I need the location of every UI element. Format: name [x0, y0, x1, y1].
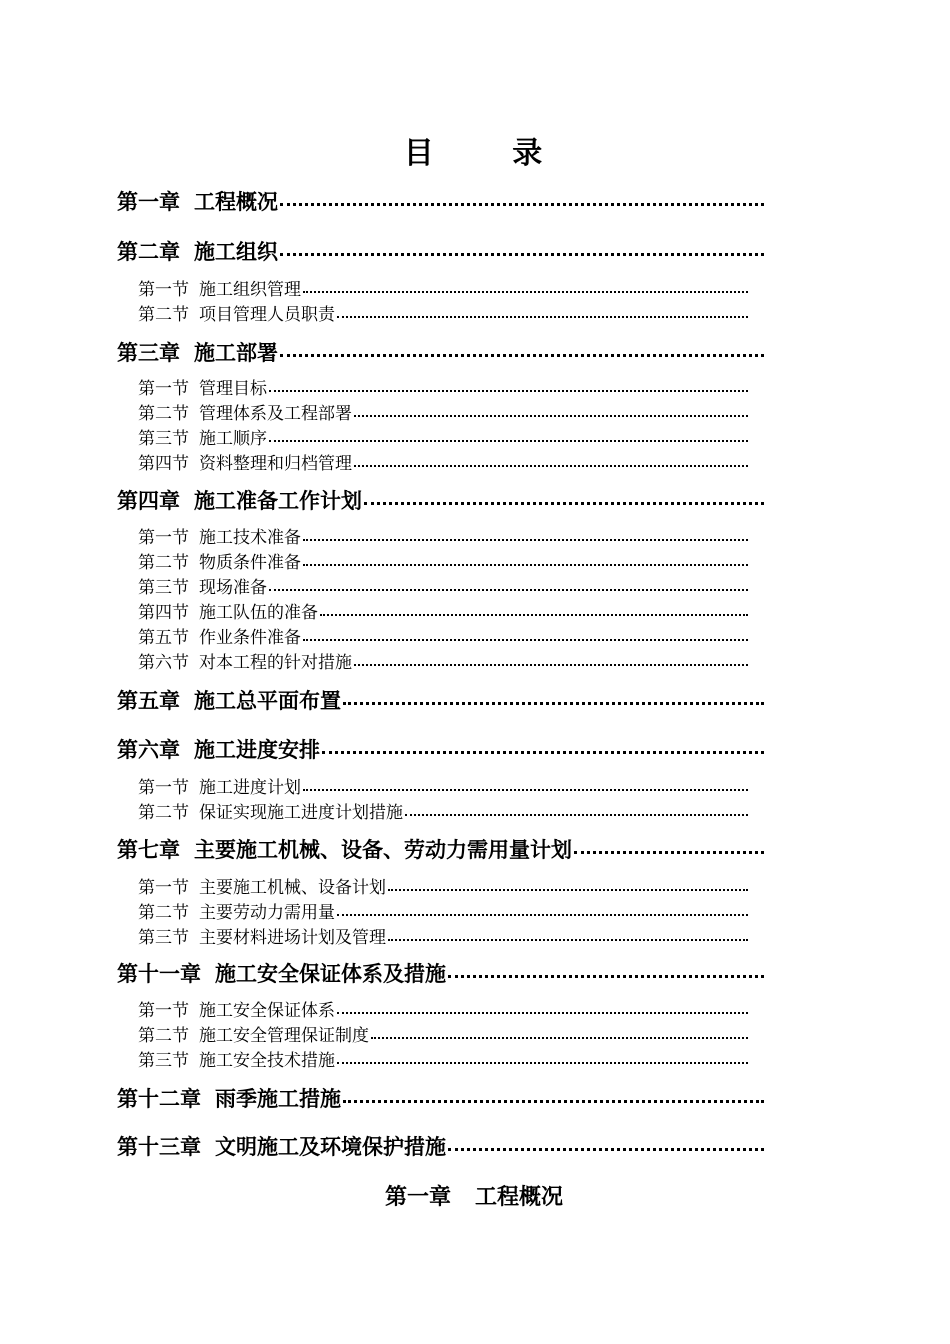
chapter-heading [385, 1180, 563, 1211]
toc-section-entry [138, 773, 748, 798]
toc-entry-title: 现场准备 [199, 578, 267, 598]
toc-entry-number: 第三节 [138, 1051, 189, 1071]
toc-entry-title: 主要施工机械、设备计划 [199, 878, 386, 898]
toc-entry-title: 管理目标 [199, 379, 267, 399]
toc-entry-label [117, 685, 341, 715]
toc-entry-label [138, 573, 267, 598]
toc-chapter-entry [117, 734, 764, 764]
toc-section-entry [138, 424, 748, 449]
dot-leader [303, 786, 748, 791]
toc-entry-number: 第五节 [138, 628, 189, 648]
toc-entry-label [138, 923, 386, 948]
toc-entry-label [138, 275, 301, 300]
toc-section-entry [138, 374, 748, 399]
toc-section-entry [138, 623, 748, 648]
toc-entry-label [117, 485, 362, 515]
dot-leader [354, 661, 748, 666]
toc-entry-title: 施工部署 [194, 340, 278, 365]
dot-leader [280, 350, 764, 357]
toc-entry-title: 管理体系及工程部署 [199, 404, 352, 424]
toc-section-entry [138, 449, 748, 474]
toc-section-entry [138, 275, 748, 300]
toc-entry-title: 施工技术准备 [199, 528, 301, 548]
toc-entry-number: 第四章 [117, 488, 180, 513]
toc-section-entry [138, 573, 748, 598]
dot-leader [320, 611, 748, 616]
toc-entry-number: 第一节 [138, 878, 189, 898]
dot-leader [280, 199, 764, 206]
toc-entry-title: 施工队伍的准备 [199, 603, 318, 623]
toc-chapter-entry [117, 186, 764, 216]
toc-chapter-entry [117, 485, 764, 515]
dot-leader [269, 586, 748, 591]
toc-entry-number: 第三节 [138, 429, 189, 449]
toc-entry-title: 施工总平面布置 [194, 688, 341, 713]
toc-chapter-entry [117, 236, 764, 266]
dot-leader [322, 747, 764, 754]
toc-section-entry [138, 300, 748, 325]
dot-leader [343, 698, 764, 705]
toc-section-entry [138, 873, 748, 898]
toc-entry-label [138, 523, 301, 548]
dot-leader [343, 1096, 764, 1103]
dot-leader [303, 636, 748, 641]
toc-entry-label [138, 623, 301, 648]
toc-entry-label [138, 898, 335, 923]
toc-entry-title: 对本工程的针对措施 [199, 653, 352, 673]
toc-entry-number: 第十二章 [117, 1086, 201, 1111]
toc-entry-number: 第三节 [138, 928, 189, 948]
toc-entry-number: 第一节 [138, 1001, 189, 1021]
toc-entry-label [138, 798, 403, 823]
toc-entry-label [117, 834, 572, 864]
toc-section-entry [138, 523, 748, 548]
toc-entry-title: 文明施工及环境保护措施 [215, 1134, 446, 1159]
toc-entry-label [138, 996, 335, 1021]
toc-entry-title: 主要劳动力需用量 [199, 903, 335, 923]
toc-title: 目 录 [403, 136, 577, 171]
toc-chapter-entry [117, 1131, 764, 1161]
dot-leader [280, 249, 764, 256]
toc-entry-label [117, 236, 278, 266]
dot-leader [303, 561, 748, 566]
toc-entry-label [117, 1083, 341, 1113]
toc-entry-title: 施工安全管理保证制度 [199, 1026, 369, 1046]
toc-entry-title: 物质条件准备 [199, 553, 301, 573]
dot-leader [388, 886, 748, 891]
chapter-heading-number: 第一章 [385, 1185, 452, 1210]
toc-entry-title: 主要材料进场计划及管理 [199, 928, 386, 948]
toc-entry-label [117, 186, 278, 216]
toc-entry-title: 项目管理人员职责 [199, 305, 335, 325]
toc-entry-number: 第一节 [138, 778, 189, 798]
toc-section-entry [138, 996, 748, 1021]
dot-leader [337, 1009, 748, 1014]
toc-entry-label [117, 337, 278, 367]
dot-leader [303, 288, 748, 293]
toc-entry-title: 施工顺序 [199, 429, 267, 449]
toc-entry-label [138, 1046, 335, 1071]
toc-section-entry [138, 923, 748, 948]
toc-entry-title: 施工进度计划 [199, 778, 301, 798]
toc-entry-number: 第三章 [117, 340, 180, 365]
toc-entry-title: 施工组织管理 [199, 280, 301, 300]
toc-entry-label [117, 734, 320, 764]
toc-section-entry [138, 898, 748, 923]
toc-entry-number: 第三节 [138, 578, 189, 598]
toc-entry-label [138, 399, 352, 424]
dot-leader [354, 462, 748, 467]
toc-entry-title: 施工安全保证体系 [199, 1001, 335, 1021]
toc-entry-label [138, 548, 301, 573]
toc-section-entry [138, 648, 748, 673]
toc-entry-label [138, 773, 301, 798]
dot-leader [364, 498, 764, 505]
dot-leader [303, 536, 748, 541]
chapter-heading-title: 工程概况 [475, 1185, 564, 1210]
toc-entry-label [117, 958, 446, 988]
toc-entry-label [138, 424, 267, 449]
toc-entry-number: 第二节 [138, 305, 189, 325]
toc-entry-number: 第四节 [138, 603, 189, 623]
toc-entry-number: 第二节 [138, 1026, 189, 1046]
toc-entry-title: 工程概况 [194, 189, 278, 214]
toc-entry-number: 第二节 [138, 903, 189, 923]
toc-section-entry [138, 548, 748, 573]
toc-entry-number: 第六章 [117, 737, 180, 762]
toc-entry-title: 施工进度安排 [194, 737, 320, 762]
toc-section-entry [138, 598, 748, 623]
dot-leader [269, 387, 748, 392]
dot-leader [574, 847, 764, 854]
toc-chapter-entry [117, 337, 764, 367]
toc-entry-title: 施工安全技术措施 [199, 1051, 335, 1071]
toc-section-entry [138, 399, 748, 424]
toc-entry-number: 第一节 [138, 528, 189, 548]
toc-entry-label [138, 648, 352, 673]
toc-entry-title: 施工安全保证体系及措施 [215, 961, 446, 986]
dot-leader [354, 412, 748, 417]
toc-entry-label [138, 598, 318, 623]
toc-entry-number: 第七章 [117, 837, 180, 862]
toc-entry-number: 第一节 [138, 379, 189, 399]
toc-entry-label [138, 374, 267, 399]
dot-leader [337, 1059, 748, 1064]
toc-entry-number: 第五章 [117, 688, 180, 713]
dot-leader [448, 971, 764, 978]
dot-leader [388, 936, 748, 941]
toc-entry-label [138, 300, 335, 325]
toc-entry-number: 第二节 [138, 553, 189, 573]
dot-leader [269, 437, 748, 442]
toc-entry-label [117, 1131, 446, 1161]
toc-entry-number: 第十一章 [117, 961, 201, 986]
dot-leader [405, 811, 748, 816]
dot-leader [448, 1144, 764, 1151]
toc-entry-number: 第二节 [138, 404, 189, 424]
toc-entry-number: 第十三章 [117, 1134, 201, 1159]
toc-entry-title: 施工组织 [194, 239, 278, 264]
toc-entry-title: 主要施工机械、设备、劳动力需用量计划 [194, 837, 572, 862]
dot-leader [371, 1034, 748, 1039]
toc-chapter-entry [117, 834, 764, 864]
toc-entry-title: 雨季施工措施 [215, 1086, 341, 1111]
toc-entry-number: 第六节 [138, 653, 189, 673]
toc-entry-label [138, 449, 352, 474]
toc-section-entry [138, 1046, 748, 1071]
toc-chapter-entry [117, 685, 764, 715]
dot-leader [337, 313, 748, 318]
toc-entry-label [138, 1021, 369, 1046]
toc-entry-label [138, 873, 386, 898]
toc-chapter-entry [117, 1083, 764, 1113]
toc-section-entry [138, 1021, 748, 1046]
toc-entry-number: 第二节 [138, 803, 189, 823]
dot-leader [337, 911, 748, 916]
toc-chapter-entry [117, 958, 764, 988]
toc-entry-number: 第一节 [138, 280, 189, 300]
toc-entry-number: 第二章 [117, 239, 180, 264]
toc-entry-number: 第一章 [117, 189, 180, 214]
toc-section-entry [138, 798, 748, 823]
toc-entry-title: 作业条件准备 [199, 628, 301, 648]
toc-entry-title: 施工准备工作计划 [194, 488, 362, 513]
toc-entry-title: 资料整理和归档管理 [199, 454, 352, 474]
toc-entry-title: 保证实现施工进度计划措施 [199, 803, 403, 823]
toc-entry-number: 第四节 [138, 454, 189, 474]
